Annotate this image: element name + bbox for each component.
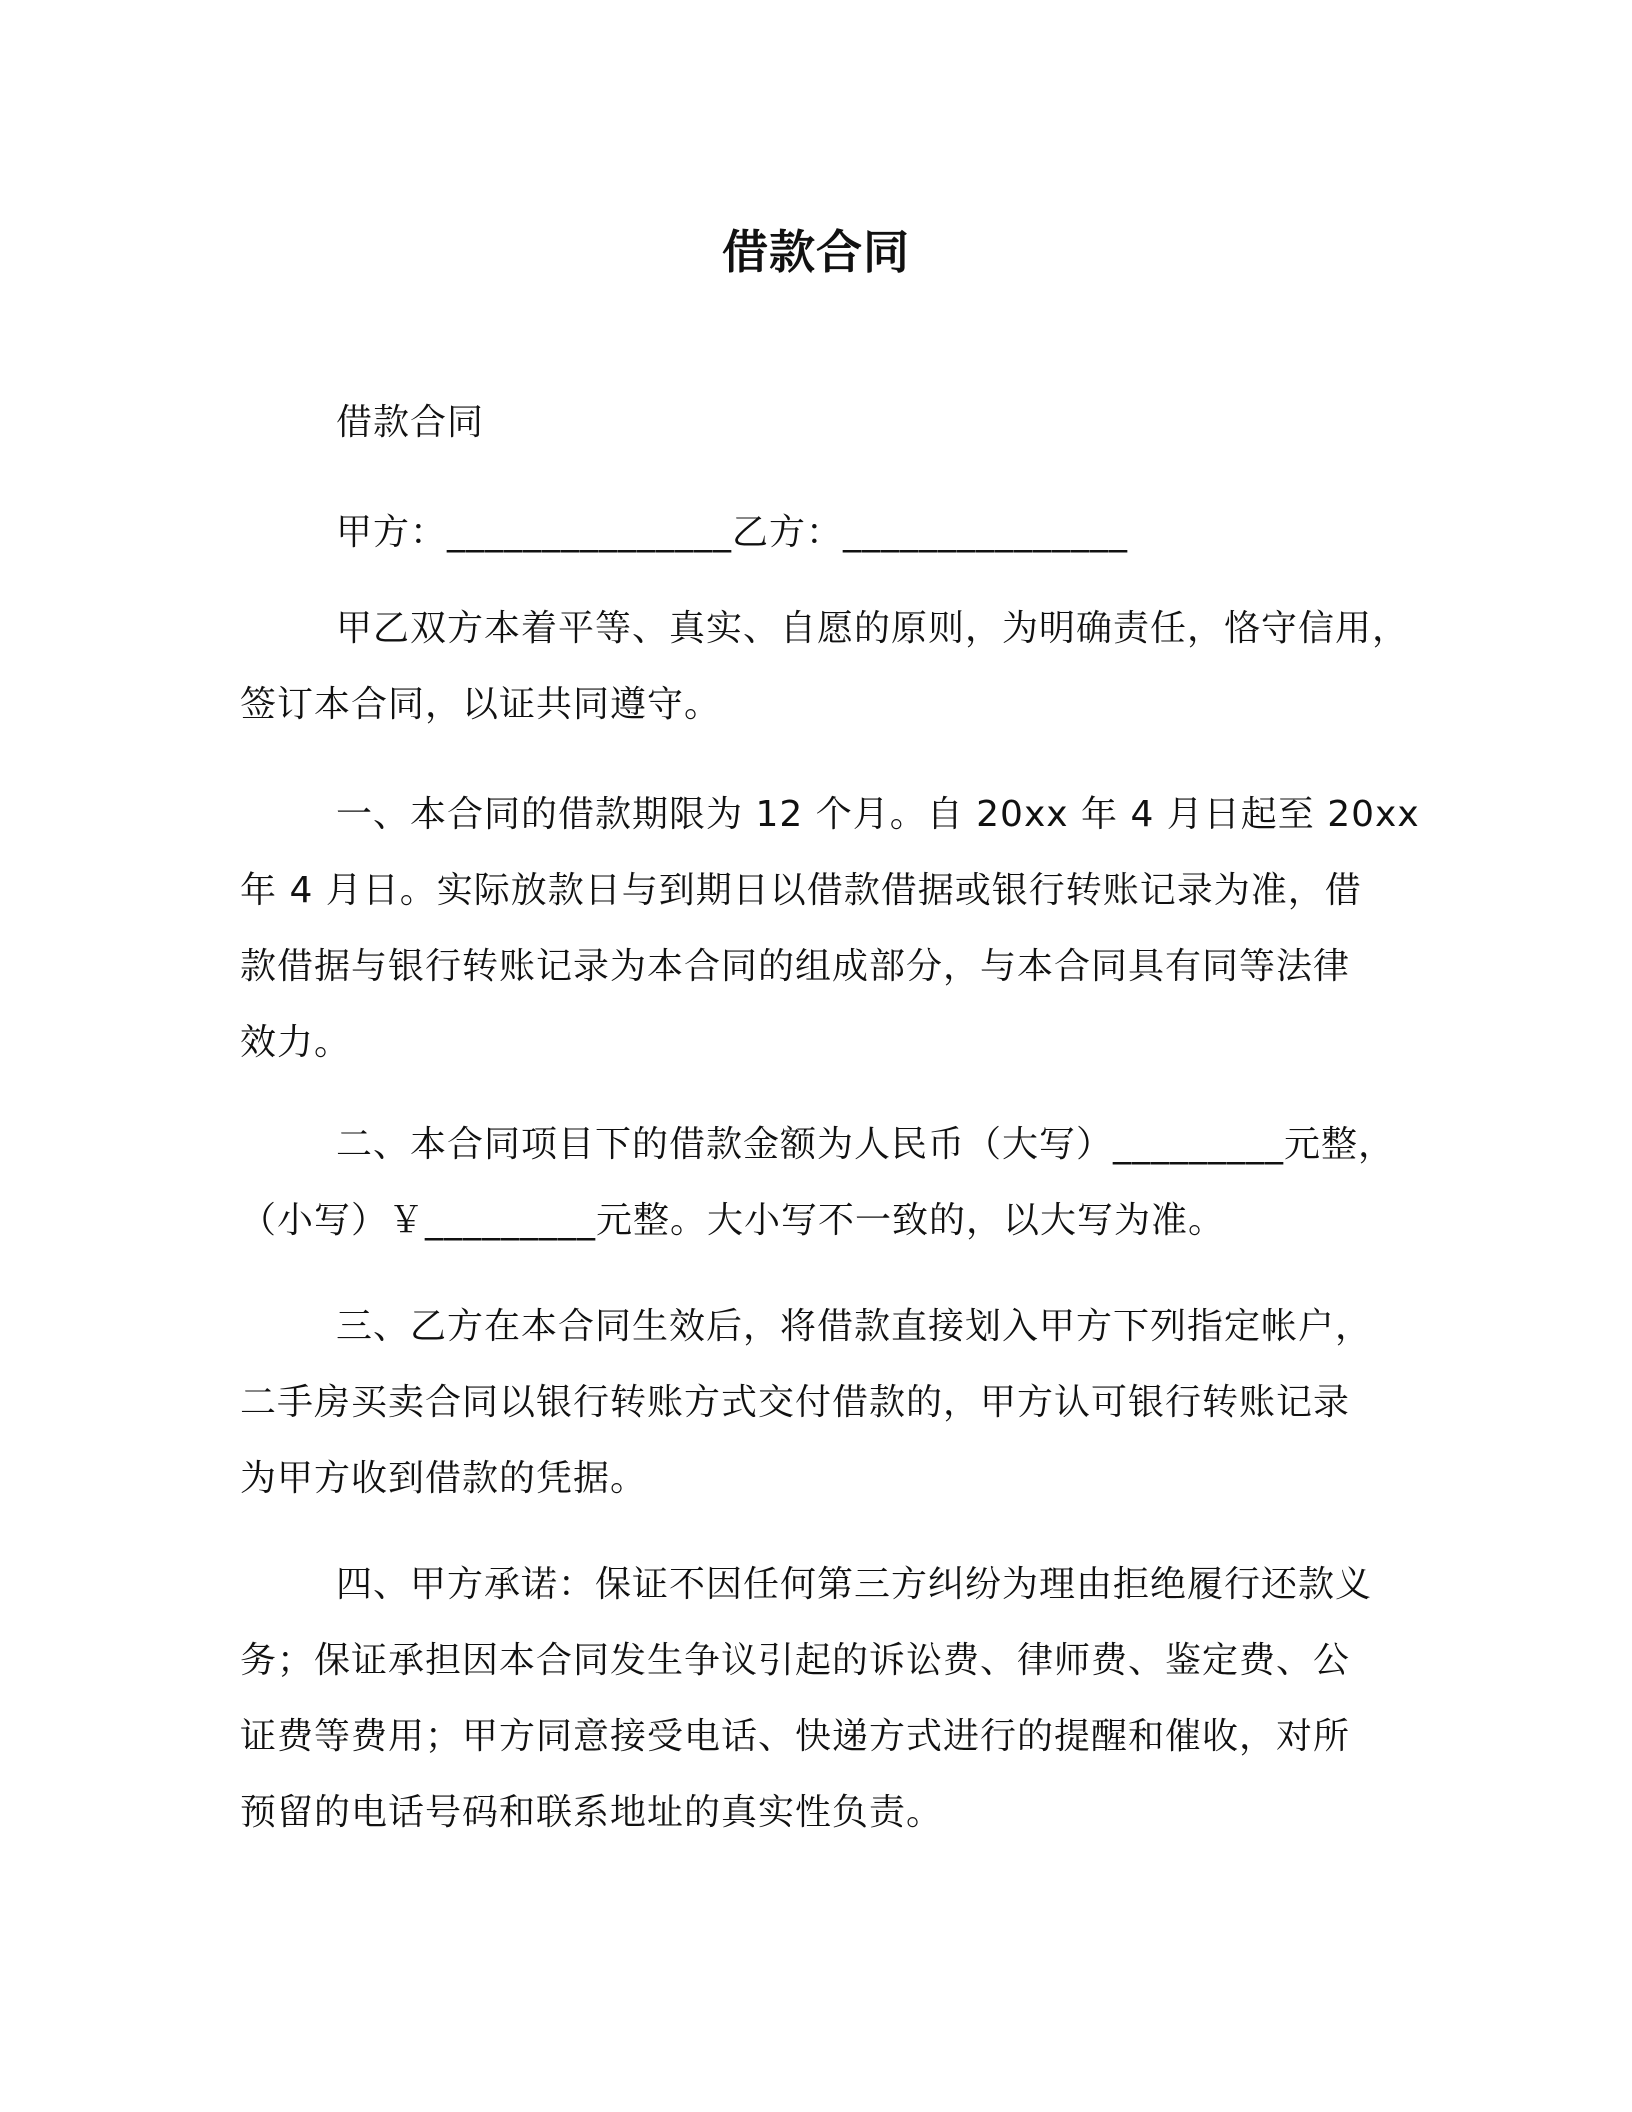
paragraph-line: 预留的电话号码和联系地址的真实性负责。 bbox=[240, 1792, 944, 1833]
paragraph-line: （小写）￥_________元整。大小写不一致的，以大写为准。 bbox=[240, 1200, 1226, 1241]
paragraph-line: 年 4 月日。实际放款日与到期日以借款借据或银行转账记录为准，借 bbox=[240, 870, 1362, 911]
paragraph-line: 四、甲方承诺：保证不因任何第三方纠纷为理由拒绝履行还款义 bbox=[336, 1564, 1373, 1605]
parties-line: 甲方：_______________乙方：_______________ bbox=[336, 512, 1129, 553]
paragraph-line: 二手房买卖合同以银行转账方式交付借款的，甲方认可银行转账记录 bbox=[240, 1382, 1351, 1423]
paragraph-line: 款借据与银行转账记录为本合同的组成部分，与本合同具有同等法律 bbox=[240, 946, 1351, 987]
paragraph-line: 甲乙双方本着平等、真实、自愿的原则，为明确责任，恪守信用， bbox=[336, 608, 1410, 649]
document-subtitle: 借款合同 bbox=[336, 402, 485, 443]
paragraph-line: 为甲方收到借款的凭据。 bbox=[240, 1458, 648, 1499]
document-title: 借款合同 bbox=[722, 225, 910, 279]
paragraph-line: 效力。 bbox=[240, 1022, 352, 1063]
paragraph-line: 二、本合同项目下的借款金额为人民币（大写）_________元整， bbox=[336, 1124, 1396, 1165]
paragraph-line: 一、本合同的借款期限为 12 个月。自 20xx 年 4 月日起至 20xx bbox=[336, 794, 1420, 835]
paragraph-line: 证费等费用；甲方同意接受电话、快递方式进行的提醒和催收，对所 bbox=[240, 1716, 1351, 1757]
paragraph-line: 三、乙方在本合同生效后，将借款直接划入甲方下列指定帐户， bbox=[336, 1306, 1373, 1347]
paragraph-line: 务；保证承担因本合同发生争议引起的诉讼费、律师费、鉴定费、公 bbox=[240, 1640, 1351, 1681]
paragraph-line: 签订本合同，以证共同遵守。 bbox=[240, 684, 722, 725]
